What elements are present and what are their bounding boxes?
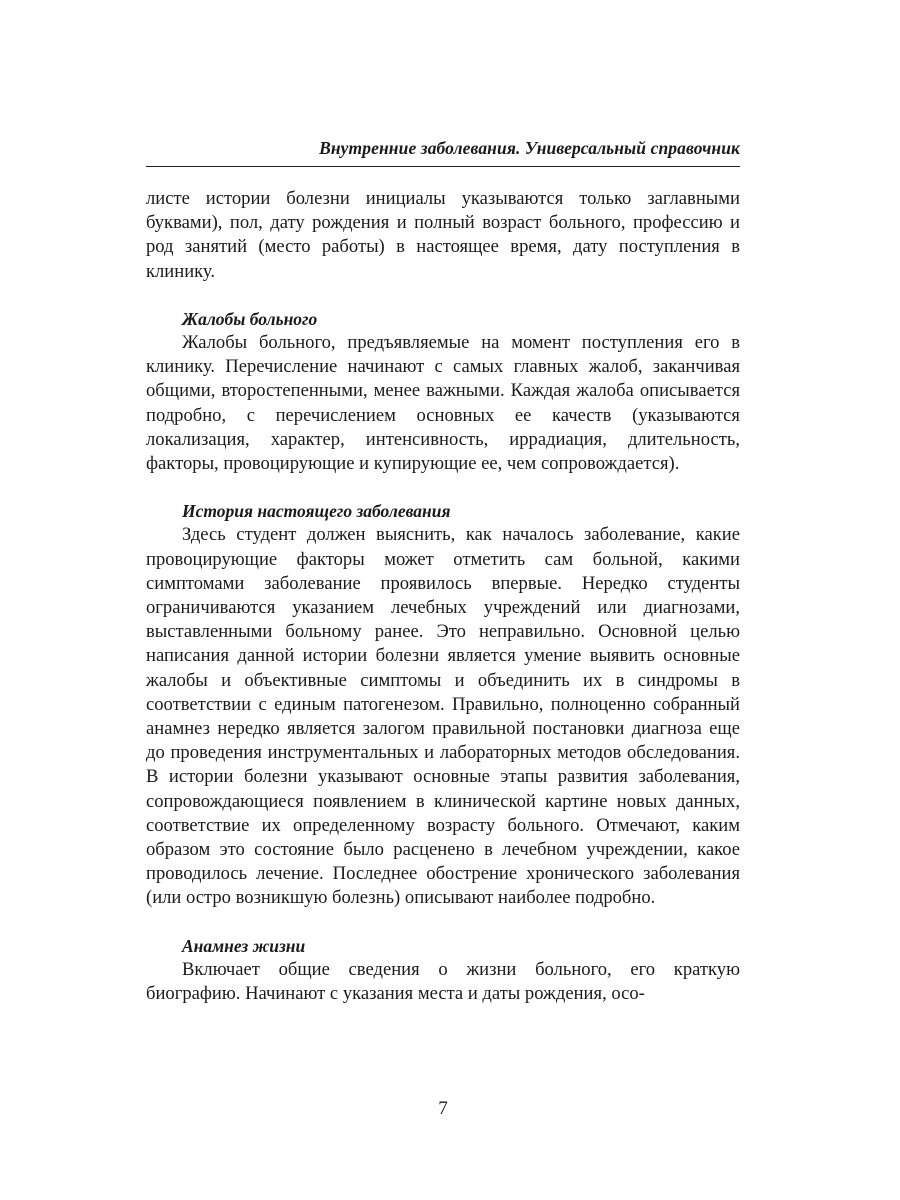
- section-title-complaints: Жалобы больного: [182, 308, 318, 329]
- section-paragraph-life-history: Включает общие сведения о жизни больного, его краткую биографию. Начинают с указания места и даты рождения, осо-: [146, 958, 740, 1005]
- section-paragraph-complaints: Жалобы больного, предъявляемые на момент поступления его в клинику. Перечисление начинают с самых главных жалоб, заканчивая общими, второстепенными, менее важными. Каждая жалоба описывается подробно, с перечислением основных ее качеств (указываются локализация, характер, интенсивность, иррадиация, длительность, факторы, провоцирующие и купирующие ее, чем сопровождается).: [146, 332, 740, 475]
- section-title-life-history: Анамнез жизни: [182, 935, 306, 956]
- header-rule: [146, 166, 740, 167]
- intro-paragraph: листе истории болезни инициалы указываются только заглавными буквами), пол, дату рождения и полный возраст больного, профессию и род занятий (место работы) в настоящее время, дату поступления в клинику.: [146, 188, 740, 282]
- page-number: 7: [438, 1098, 448, 1119]
- page-body: [146, 187, 740, 1006]
- section-paragraph-present-illness: Здесь студент должен выяснить, как началось заболевание, какие провоцирующие факторы может отметить сам больной, какими симптомами заболевание проявилось впервые. Нередко студенты ограничиваются указанием лечебных учреждений или диагнозами, выставленными больному ранее. Это неправильно. Основной целью написания данной истории болезни является умение выявить основные жалобы и объективные симптомы и объединить их в синдромы в соответствии с единым патогенезом. Правильно, полноценно собранный анамнез нередко является залогом правильной постановки диагноза еще до проведения инструментальных и лабораторных методов обследования. В истории болезни указывают основные этапы развития заболевания, сопровождающиеся появлением в клинической картине новых данных, соответствие их определенному возрасту больного. Отмечают, каким образом это состояние было расценено в лечебном учреждении, какое проводилось лечение. Последнее обострение хронического заболевания (или остро возникшую болезнь) описывают наиболее подробно.: [146, 524, 740, 909]
- running-header: Внутренние заболевания. Универсальный справочник: [319, 138, 740, 158]
- section-title-present-illness: История настоящего заболевания: [182, 501, 451, 522]
